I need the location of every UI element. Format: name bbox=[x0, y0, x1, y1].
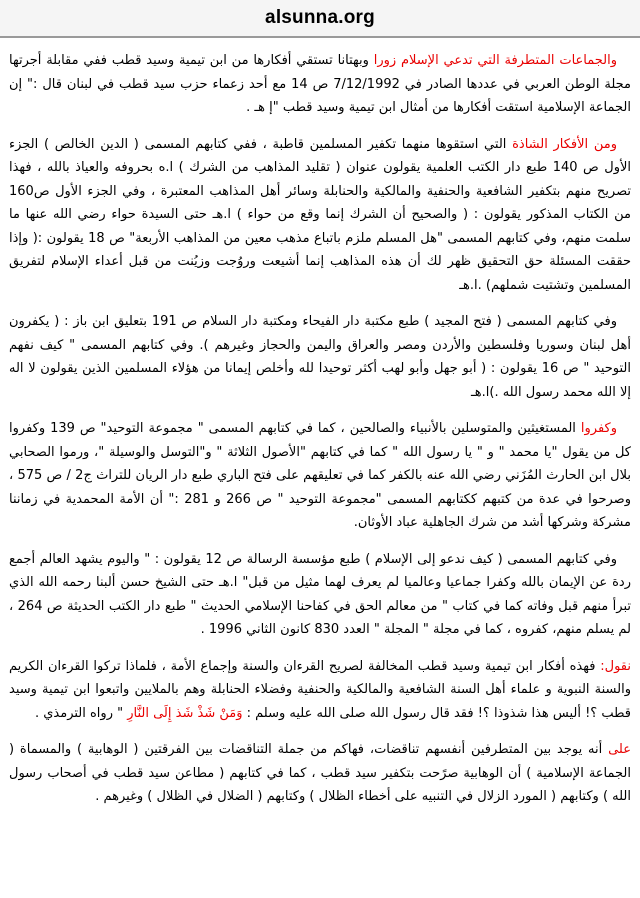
paragraph bbox=[9, 49, 631, 120]
paragraph bbox=[9, 133, 631, 298]
emphasis-red-text: والجماعات المتطرفة التي تدعي الإسلام زورا bbox=[373, 53, 618, 68]
paragraph bbox=[9, 417, 631, 535]
text-segment: فهذه أفكار ابن تيمية وسيد قطب المخالفة لصريح القرءان والسنة وإجماع الأمة ، فلماذا تركوا القرءان الكريم والسنة النبوية و علماء أهل السنة الشافعية والمالكية والحنفية وفضلاء الحنابلة وهم بالملايين واتبعوا ابن تيمية وسيد قطب ؟! أليس هذا شذوذا ؟! فقد قال رسول الله صلى الله عليه وسلم : bbox=[9, 658, 631, 721]
paragraph bbox=[9, 738, 631, 809]
emphasis-red-text: وَمَنْ شَذْ شَذ إِلَى النَّارِ bbox=[127, 705, 243, 721]
paragraph bbox=[9, 310, 631, 404]
text-segment: " رواه الترمذي . bbox=[34, 705, 128, 721]
text-segment: التي استقوها منهما تكفير المسلمين قاطبة ، ففي كتابهم المسمى ( الدين الخالص ) الجزء الأول ص 140 طبع دار الكتب العلمية يقولون عنوان ( تقليد المذاهب من الشرك ) ا.ه بحروفه والعياذ بالله ، فهذا تصريح منهم بتكفير الشافعية والحنفية والمالكية والحنابلة وسائر أهل المذاهب المعتبرة ، وفي الجزء الأول ص160 من الكتاب المذكور يقولون : ( والصحيح أن الشرك إنما وقع من حواء ) ا.هـ حتى السيدة حواء رضي الله عنها ما سلمت منهم، وفي كتابهم المسمى "هل المسلم ملزم باتباع مذهب معين من المذاهب الأربعة" ص 18 يقولون :( وإذا حققت المسئلة حق التحقيق ظهر لك أن هذه المذاهب إنما أشيعت وروُجت وزيُنت من قبل أعداء الإسلام لتفريق المسلمين وتشتيت شملهم) .ا.هـ bbox=[9, 136, 632, 293]
text-segment: وفي كتابهم المسمى ( كيف ندعو إلى الإسلام ) طبع مؤسسة الرسالة ص 12 يقولون : " واليوم يشهد العالم أجمع ردة عن الإيمان بالله وكفرا جماعيا وعالميا لم يعرف لهما مثيل من قبل" ا.هـ حتى الشيخ حسن ألبنا رحمه الله الذي تبرأ منهم قبل وفاته كما في كتاب " من معالم الحق في كفاحنا الإسلامي الحديث " طبع دار الكتب الحديثة ص 264 ، لم يسلم منهم، كفروه ، كما في مجلة " المجلة " العدد 830 كانون الثاني 1996 . bbox=[9, 551, 631, 637]
emphasis-red-text: على bbox=[608, 742, 631, 757]
text-segment: أنه يوجد بين المتطرفين أنفسهم تناقضات، فهاكم من جملة التناقضات بين الفرقتين ( الوهابية ) والمسماة ( الجماعة الإسلامية ) أن الوهابية صرًحت بتكفير سيد قطب ، كما في كتابهم ( مطاعن سيد قطب في أصحاب رسول الله ) وكتابهم ( المورد الزلال في التنبيه على أخطاء الظلال ) وكتابهم ( الضلال في الظلال ) وغيرهم . bbox=[9, 742, 631, 804]
emphasis-red-text: وكفروا bbox=[580, 421, 617, 436]
text-segment: وبهتانا تستقي أفكارها من ابن تيمية وسيد قطب ففي مقابلة أجرتها مجلة الوطن العربي في عددها الصادر في 7/12/1992 ص 14 مع أحد زعماء حزب سيد قطب في لبنان قال :" إن الجماعة الإسلامية استقت أفكارها من أمثال ابن تيمية وسيد قطب "إ هـ . bbox=[9, 53, 631, 115]
site-header bbox=[0, 0, 640, 38]
emphasis-red-text: نقول: bbox=[600, 658, 631, 674]
paragraph bbox=[9, 655, 631, 726]
paragraph bbox=[9, 548, 631, 642]
text-segment: المستغيثين والمتوسلين بالأنبياء والصالحين ، كما في كتابهم المسمى " مجموعة التوحيد" ص 139 وكفروا كل من يقول "يا محمد " و " يا رسول الله " كما في كتابهم "الأصول الثلاثة " و"التوسل والوسيلة "، ورموا الصحابي بلال ابن الحارث المُزَني رضي الله عنه بالكفر كما في تعليقهم على فتح الباري طبع دار الريان للتراث ج2 / ص 575 ، وصرحوا في عدة من كتبهم ككتابهم المسمى "مجموعة التوحيد " ص 266 و 281 :" أن الأمة المحمدية في زماننا مشركة وشركها أشد من شرك الجاهلية عباد الأوثان. bbox=[9, 421, 632, 530]
article-body bbox=[0, 38, 640, 809]
site-title: alsunna.org bbox=[265, 7, 375, 28]
text-segment: وفي كتابهم المسمى ( فتح المجيد ) طبع مكتبة دار الفيحاء ومكتبة دار السلام ص 191 بتعليق ابن باز : ( يكفرون أهل لبنان وسوريا وفلسطين والأردن ومصر والعراق واليمن والحجاز وغيرهم ). وفي كتابهم المسمى " كيف نفهم التوحيد " ص 16 يقولون : ( أبو جهل وأبو لهب أكثر توحيدا لله وأخلص إيمانا من هؤلاء المسلمين الذين يقولون لا اله إلا الله محمد رسول الله .)ا.هـ bbox=[9, 314, 631, 400]
emphasis-red-text: ومن الأفكار الشاذة bbox=[512, 136, 617, 152]
